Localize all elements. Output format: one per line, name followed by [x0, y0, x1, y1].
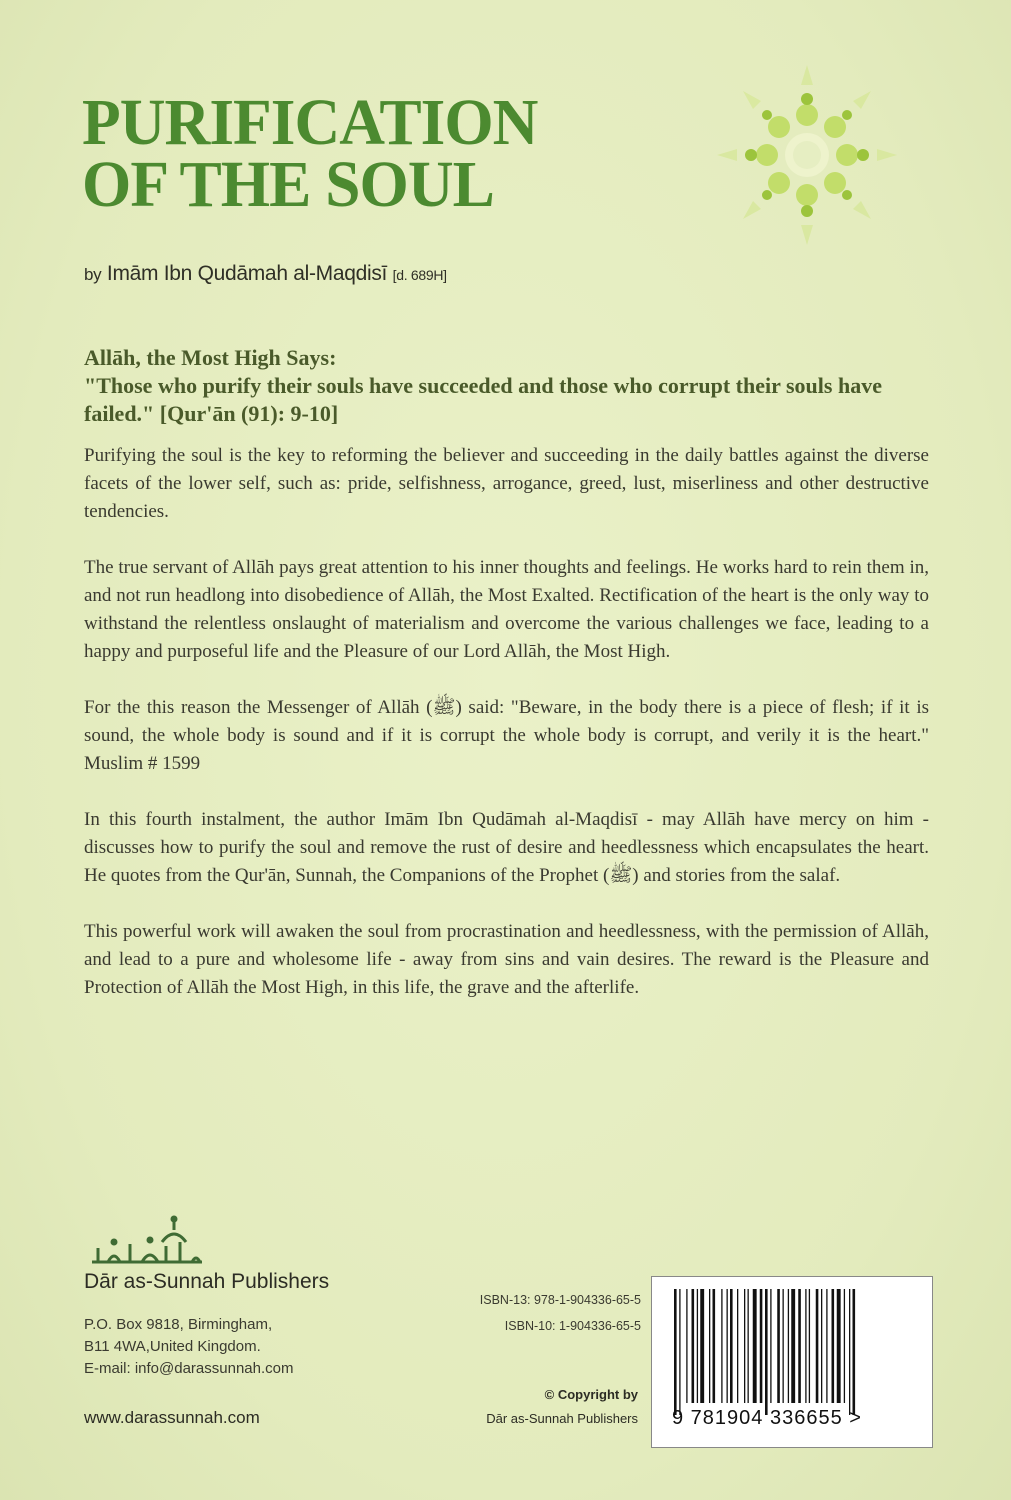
barcode-bar	[832, 1289, 835, 1403]
blurb-text	[84, 442, 929, 1030]
barcode-bar	[730, 1289, 733, 1403]
book-title	[82, 86, 538, 221]
barcode-bar	[697, 1289, 698, 1403]
quran-quote	[84, 344, 934, 428]
barcode-bar	[783, 1289, 784, 1403]
barcode-bar	[770, 1289, 771, 1403]
barcode-bar	[709, 1289, 710, 1403]
isbn-13: ISBN-13: 978-1-904336-65-5	[479, 1293, 641, 1307]
copyright-line-2: Dār as-Sunnah Publishers	[486, 1411, 638, 1426]
blurb-paragraph: The true servant of Allāh pays great attention to his inner thoughts and feelings. He works hard to rein them in, and not run headlong into disobedience of Allāh, the Most Exalted. Rectification of the heart is the only way to withstand the relentless onslaught of materialism and overcome the various challenges we face, leading to a happy and purposeful life and the Pleasure of our Lord Allāh, the Most High.	[84, 557, 929, 662]
barcode-bar	[753, 1289, 757, 1403]
copyright-notice	[416, 1383, 638, 1431]
barcode-bar	[737, 1289, 738, 1403]
author-name: Imām Ibn Qudāmah al-Maqdisī	[106, 262, 388, 285]
barcode-bar	[713, 1289, 716, 1403]
author-death-date: [d. 689H]	[392, 267, 447, 283]
barcode-bar	[821, 1289, 822, 1403]
address-line: B11 4WA,United Kingdom.	[84, 1338, 261, 1355]
barcode-bar	[700, 1289, 704, 1403]
barcode-bar	[727, 1289, 728, 1403]
barcode-bar	[744, 1289, 745, 1403]
barcode-bar	[721, 1289, 722, 1403]
floral-ornament-icon	[712, 60, 902, 250]
barcode-bar	[679, 1289, 680, 1415]
isbn-10: ISBN-10: 1-904336-65-5	[504, 1319, 641, 1333]
barcode-bar	[791, 1289, 795, 1403]
author-byline	[84, 262, 447, 286]
title-line-1: PURIFICATION	[82, 86, 538, 159]
barcode-bar	[788, 1289, 789, 1403]
barcode-bar	[816, 1289, 819, 1403]
title-line-2: OF THE SOUL	[82, 148, 494, 221]
barcode-bar	[748, 1289, 749, 1403]
blurb-paragraph: For the this reason the Messenger of Allāh (ﷺ) said: "Beware, in the body there is a piece of flesh; if it is sound, the whole body is sound and if it is corrupt the whole body is corrupt, and verily it is the heart." Muslim # 1599	[84, 697, 930, 774]
barcode-number: 9 781904 336655 >	[672, 1407, 862, 1429]
publisher-website[interactable]: www.darassunnah.com	[84, 1408, 260, 1427]
isbn-block	[416, 1287, 641, 1339]
blurb-paragraph: In this fourth instalment, the author Imām Ibn Qudāmah al-Maqdisī - may Allāh have mercy on him - discusses how to purify the soul and remove the rust of desire and heedlessness which encapsulates the heart. He quotes from the Qur'ān, Sunnah, the Companions of the Prophet (ﷺ) and stories from the salaf.	[84, 809, 929, 886]
address-line: P.O. Box 9818, Birmingham,	[84, 1316, 273, 1333]
blurb-paragraph: Purifying the soul is the key to reforming the believer and succeeding in the daily battles against the diverse facets of the lower self, such as: pride, selfishness, arrogance, greed, lust, miserliness and other destructive tendencies.	[84, 445, 929, 522]
barcode-bar	[809, 1289, 810, 1403]
barcode-bar	[765, 1289, 768, 1415]
publisher-address	[84, 1314, 294, 1380]
barcode-bar	[805, 1289, 806, 1403]
byline-by: by	[84, 265, 102, 284]
barcode-bar	[692, 1289, 695, 1403]
barcode-bar	[826, 1289, 827, 1403]
publisher-email: E-mail: info@darassunnah.com	[84, 1360, 294, 1377]
barcode-bar	[798, 1289, 801, 1403]
barcode-bar	[686, 1289, 687, 1403]
barcode-bar	[760, 1289, 763, 1403]
publisher-logo-icon	[84, 1212, 209, 1272]
copyright-line-1: © Copyright by	[544, 1387, 638, 1402]
barcode-bar	[777, 1289, 780, 1403]
quote-intro: Allāh, the Most High Says:	[84, 345, 337, 370]
barcode-bar	[849, 1289, 850, 1415]
barcode	[651, 1276, 933, 1448]
barcode-bar	[853, 1289, 856, 1415]
publisher-name: Dār as-Sunnah Publishers	[84, 1270, 330, 1293]
barcode-bar	[844, 1289, 845, 1403]
barcode-bar	[837, 1289, 841, 1403]
quote-text: "Those who purify their souls have succeeded and those who corrupt their souls have failed." [Qur'ān (91): 9-10]	[84, 373, 882, 426]
barcode-bar	[674, 1289, 677, 1415]
blurb-paragraph: This powerful work will awaken the soul from procrastination and heedlessness, with the permission of Allāh, and lead to a pure and wholesome life - away from sins and vain desires. The reward is the Pleasure and Protection of Allāh the Most High, in this life, the grave and the afterlife.	[84, 921, 929, 998]
